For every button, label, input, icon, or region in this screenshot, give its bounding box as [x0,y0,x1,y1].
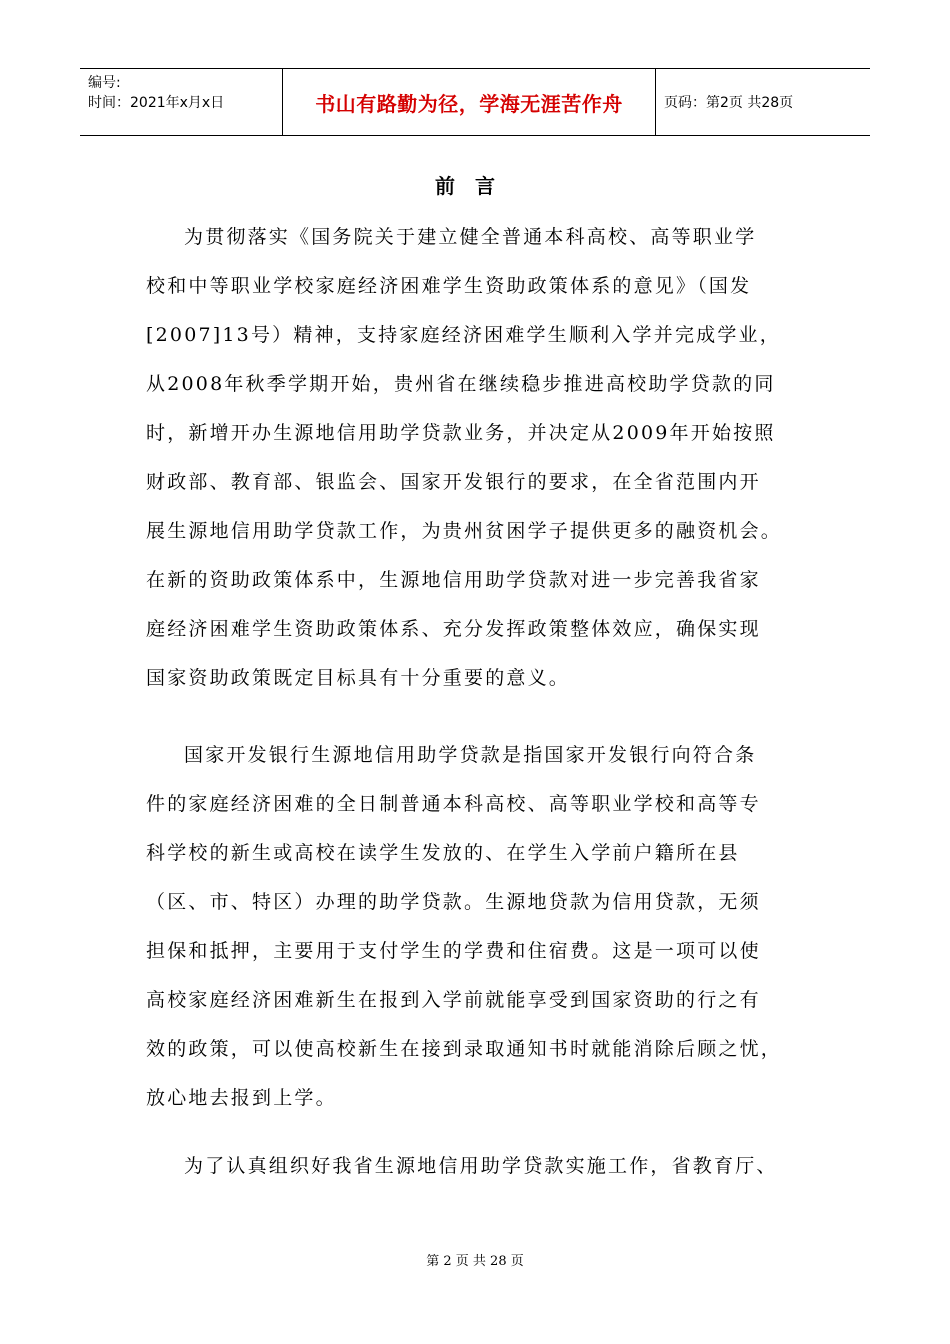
header-motto: 书山有路勤为径，学海无涯苦作舟 [315,91,623,116]
paragraph-line: 财政部、教育部、银监会、国家开发银行的要求，在全省范围内开 [146,471,761,493]
paragraph-line: 放心地去报到上学。 [146,1087,337,1109]
paragraph-line: 从2008年秋季学期开始，贵州省在继续稳步推进高校助学贷款的同 [146,373,776,395]
paragraph-line: 国家开发银行生源地信用助学贷款是指国家开发银行向符合条 [184,744,757,766]
paragraph-line: 庭经济困难学生资助政策体系、充分发挥政策整体效应，确保实现 [146,618,761,640]
paragraph-2 [146,731,810,1123]
paragraph-line: 效的政策，可以使高校新生在接到录取通知书时就能消除后顾之忧， [146,1038,783,1060]
page-footer: 第 2 页 共 28 页 [426,1254,524,1269]
paragraph-3 [146,1142,810,1191]
paragraph-line: 担保和抵押，主要用于支付学生的学费和住宿费。这是一项可以使 [146,940,761,962]
paragraph-line: 高校家庭经济困难新生在报到入学前就能享受到国家资助的行之有 [146,989,761,1011]
header-table [80,68,870,136]
paragraph-line: （区、市、特区）办理的助学贷款。生源地贷款为信用贷款，无须 [146,891,761,913]
document-number-label: 编号: [88,75,121,91]
paragraph-line: 为了认真组织好我省生源地信用助学贷款实施工作，省教育厅、 [184,1155,778,1177]
header-meta-cell [80,69,283,135]
paragraph-line: 国家资助政策既定目标具有十分重要的意义。 [146,667,571,689]
header-page-cell [656,69,870,135]
paragraph-1 [146,213,810,703]
paragraph-line: 展生源地信用助学贷款工作，为贵州贫困学子提供更多的融资机会。 [146,520,783,542]
header-page-info: 页码：第2页 共28页 [664,95,794,111]
paragraph-line: 时，新增开办生源地信用助学贷款业务，并决定从2009年开始按照 [146,422,776,444]
paragraph-line: 为贯彻落实《国务院关于建立健全普通本科高校、高等职业学 [184,226,757,248]
paragraph-line: [2007]13号）精神，支持家庭经济困难学生顺利入学并完成学业， [146,324,781,346]
header-motto-cell [283,69,656,135]
paragraph-line: 件的家庭经济困难的全日制普通本科高校、高等职业学校和高等专 [146,793,761,815]
paragraph-line: 校和中等职业学校家庭经济困难学生资助政策体系的意见》（国发 [146,275,752,297]
page-title: 前言 [435,174,515,198]
paragraph-line: 科学校的新生或高校在读学生发放的、在学生入学前户籍所在县 [146,842,740,864]
document-time-label: 时间：2021年x月x日 [88,95,225,111]
paragraph-line: 在新的资助政策体系中，生源地信用助学贷款对进一步完善我省家 [146,569,761,591]
